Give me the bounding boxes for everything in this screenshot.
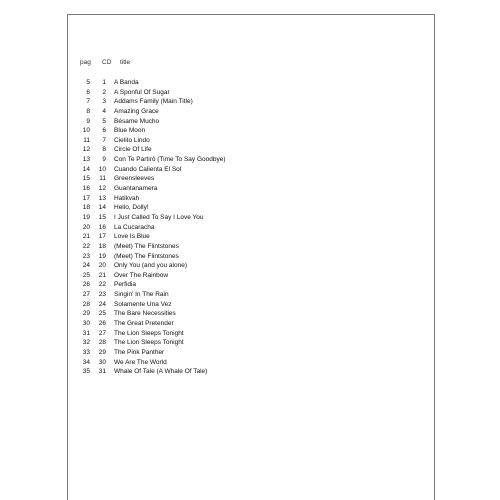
- row-page-number: 12: [82, 146, 90, 154]
- row-page-number: 34: [82, 358, 90, 366]
- row-song-title: Guantanamera: [114, 185, 158, 193]
- row-song-title: Hello, Dolly!: [114, 204, 149, 212]
- row-page-number: 6: [86, 88, 90, 96]
- row-song-title: The Great Pretender: [114, 320, 174, 328]
- row-page-number: 13: [82, 156, 90, 164]
- row-page-number: 7: [86, 98, 90, 106]
- row-page-number: 18: [82, 204, 90, 212]
- row-song-title: Con Te Partirò (Time To Say Goodbye): [114, 156, 226, 164]
- row-cd-track: 31: [98, 368, 106, 376]
- row-page-number: 24: [82, 262, 90, 270]
- row-cd-track: 28: [98, 339, 106, 347]
- row-song-title: A Sponful Of Sugar: [114, 88, 170, 96]
- row-song-title: Only You (and you alone): [114, 262, 187, 270]
- row-page-number: 5: [86, 79, 90, 86]
- row-song-title: Over The Rainbow: [114, 271, 169, 279]
- row-page-number: 15: [82, 175, 90, 183]
- row-cd-track: 17: [98, 233, 106, 241]
- row-cd-track: 27: [98, 329, 106, 337]
- row-song-title: (Meet) The Flintstones: [114, 252, 179, 260]
- row-cd-track: 15: [98, 213, 106, 221]
- row-song-title: (Meet) The Flintstones: [114, 242, 179, 250]
- row-page-number: 29: [82, 310, 90, 318]
- row-song-title: La Cucaracha: [114, 223, 155, 231]
- row-cd-track: 7: [102, 136, 106, 144]
- row-song-title: Cielito Lindo: [114, 136, 150, 144]
- row-page-number: 19: [82, 213, 90, 221]
- row-cd-track: 24: [98, 300, 106, 308]
- row-song-title: Bésame Mucho: [114, 117, 160, 125]
- row-page-number: 21: [82, 233, 90, 241]
- row-page-number: 11: [83, 136, 90, 144]
- header-pag: pag: [80, 59, 91, 66]
- row-song-title: Greensleeves: [114, 175, 155, 183]
- row-song-title: Whale Of Tale (A Whale Of Tale): [114, 368, 208, 376]
- row-page-number: 28: [82, 300, 90, 308]
- row-cd-track: 20: [98, 262, 106, 270]
- row-cd-track: 19: [98, 252, 106, 260]
- row-cd-track: 16: [98, 223, 106, 231]
- row-page-number: 16: [82, 185, 90, 193]
- row-cd-track: 6: [102, 127, 106, 135]
- row-song-title: Blue Moon: [114, 127, 146, 135]
- row-song-title: The Lion Sleeps Tonight: [114, 329, 184, 337]
- row-cd-track: 14: [98, 204, 106, 212]
- row-page-number: 26: [82, 281, 90, 289]
- row-cd-track: 29: [98, 348, 106, 356]
- row-song-title: Love Is Blue: [114, 233, 150, 241]
- row-cd-track: 11: [99, 175, 106, 183]
- header-cd: CD: [102, 59, 112, 66]
- row-page-number: 32: [82, 339, 90, 347]
- row-song-title: Perfidia: [114, 281, 137, 289]
- row-cd-track: 5: [102, 117, 106, 125]
- row-song-title: Amazing Grace: [114, 107, 159, 115]
- row-song-title: Cuando Calienta El Sol: [114, 165, 182, 173]
- row-page-number: 17: [82, 194, 90, 202]
- row-cd-track: 10: [98, 165, 106, 173]
- row-song-title: Circle Of Life: [114, 146, 152, 154]
- row-song-title: The Lion Sleeps Tonight: [114, 339, 184, 347]
- row-song-title: We Are The World: [114, 358, 167, 366]
- row-song-title: The Pink Panther: [114, 348, 165, 356]
- row-cd-track: 9: [102, 156, 106, 164]
- row-page-number: 27: [82, 291, 90, 299]
- row-song-title: The Bare Necessities: [114, 310, 176, 318]
- row-page-number: 9: [86, 117, 90, 125]
- row-page-number: 14: [82, 165, 90, 173]
- row-cd-track: 30: [98, 358, 106, 366]
- row-cd-track: 21: [98, 271, 106, 279]
- row-cd-track: 23: [98, 291, 106, 299]
- row-song-title: I Just Called To Say I Love You: [114, 213, 204, 221]
- row-page-number: 35: [82, 368, 90, 376]
- row-cd-track: 3: [102, 98, 106, 106]
- row-page-number: 30: [82, 320, 90, 328]
- row-cd-track: 26: [98, 320, 106, 328]
- row-song-title: Hatikvah: [114, 194, 140, 202]
- row-page-number: 31: [82, 329, 90, 337]
- header-title: title: [120, 59, 131, 66]
- row-cd-track: 12: [98, 185, 106, 193]
- row-song-title: Solamente Una Vez: [114, 300, 172, 308]
- row-cd-track: 2: [102, 88, 106, 96]
- row-page-number: 20: [82, 223, 90, 231]
- row-cd-track: 18: [98, 242, 106, 250]
- row-song-title: A Banda: [114, 79, 139, 86]
- row-cd-track: 1: [102, 79, 106, 86]
- row-page-number: 33: [82, 348, 90, 356]
- row-page-number: 23: [82, 252, 90, 260]
- row-cd-track: 25: [98, 310, 106, 318]
- row-page-number: 10: [82, 127, 90, 135]
- row-cd-track: 8: [102, 146, 106, 154]
- row-cd-track: 22: [98, 281, 106, 289]
- row-page-number: 22: [82, 242, 90, 250]
- row-page-number: 25: [82, 271, 90, 279]
- row-cd-track: 13: [98, 194, 106, 202]
- row-page-number: 8: [86, 107, 90, 115]
- row-song-title: Addams Family (Main Title): [114, 98, 193, 106]
- row-cd-track: 4: [102, 107, 106, 115]
- row-song-title: Singin' In The Rain: [114, 291, 169, 299]
